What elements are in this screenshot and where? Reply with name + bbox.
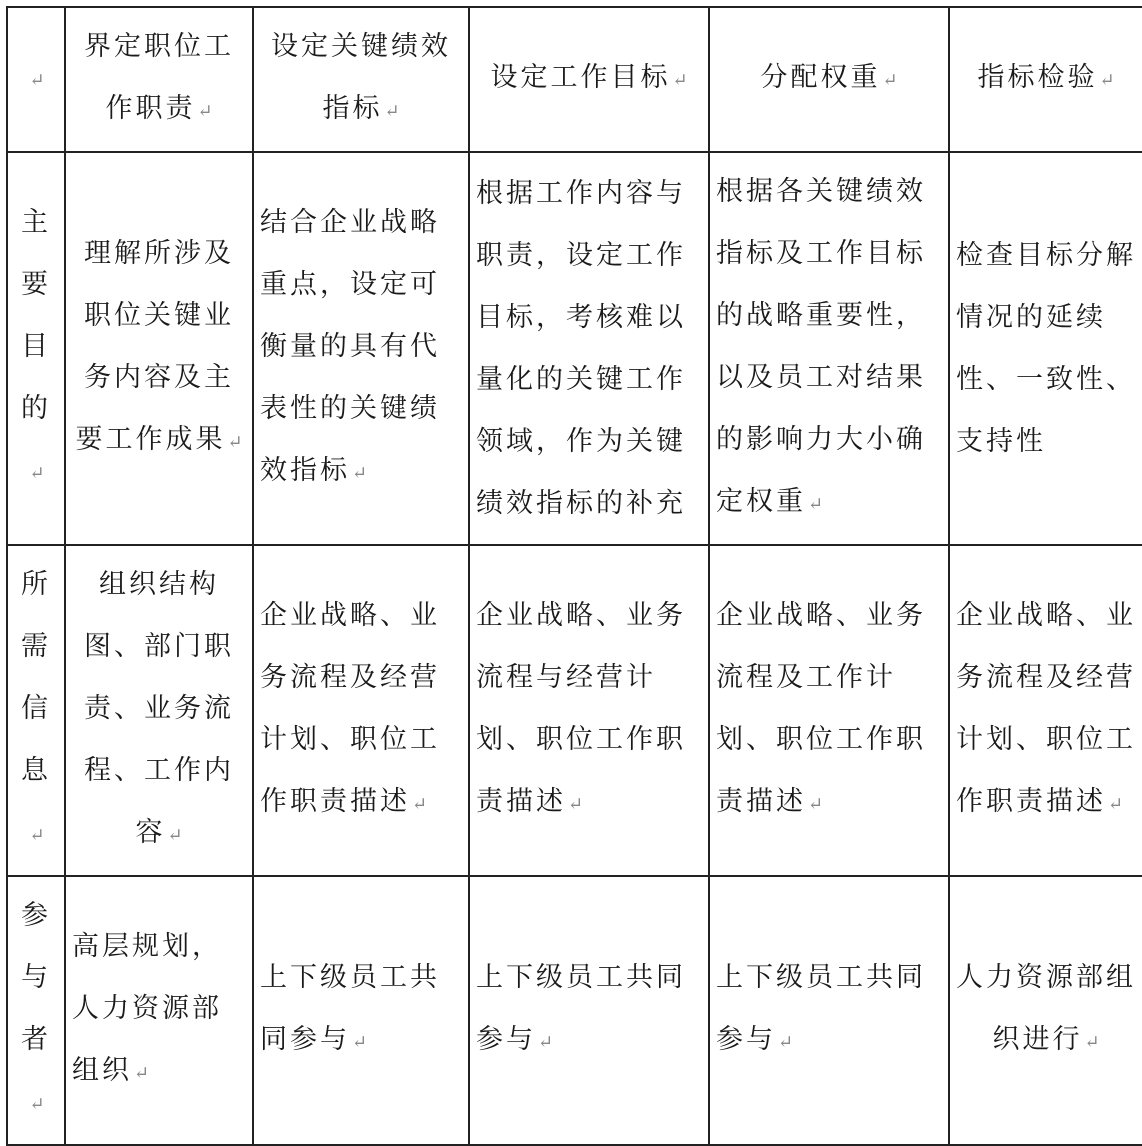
table-cell: 结合企业战略重点，设定可衡量的具有代表性的关键绩效指标 ↵ [253, 152, 469, 545]
corner-cell: ↵ [7, 7, 65, 152]
table-row [7, 152, 1142, 545]
row-label-purpose: 主要目的↵ [7, 152, 65, 545]
table-cell: 根据工作内容与职责，设定工作目标，考核难以量化的关键工作领域，作为关键绩效指标的补充 [469, 152, 709, 545]
header-set-goals: 设定工作目标 ↵ [469, 7, 709, 152]
table-cell: 上下级员工共同参与 ↵ [253, 876, 469, 1145]
row-label-required-info: 所需信息↵ [7, 545, 65, 876]
table-row [7, 876, 1142, 1145]
header-assign-weights: 分配权重 ↵ [709, 7, 949, 152]
table-cell: 组织结构图、部门职责、业务流程、工作内容 ↵ [65, 545, 253, 876]
table-cell: 上下级员工共同参与 ↵ [469, 876, 709, 1145]
table-cell: 企业战略、业务流程及工作计划、职位工作职责描述 ↵ [709, 545, 949, 876]
table-row [7, 545, 1142, 876]
kpi-process-table [6, 6, 1142, 1146]
table-cell: 根据各关键绩效指标及工作目标的战略重要性，以及员工对结果的影响力大小确定权重 ↵ [709, 152, 949, 545]
table-cell: 高层规划，人力资源部组织 ↵ [65, 876, 253, 1145]
row-label-participants: 参与者↵ [7, 876, 65, 1145]
table-cell: 检查目标分解情况的延续性、一致性、支持性 [949, 152, 1142, 545]
table-cell: 企业战略、业务流程与经营计划、职位工作职责描述 ↵ [469, 545, 709, 876]
header-set-kpi: 设定关键绩效指标 ↵ [253, 7, 469, 152]
table-cell: 上下级员工共同参与 ↵ [709, 876, 949, 1145]
table-cell: 企业战略、业务流程及经营计划、职位工作职责描述 ↵ [253, 545, 469, 876]
header-row [7, 7, 1142, 152]
table-cell: 人力资源部组织进行 ↵ [949, 876, 1142, 1145]
header-define-duties: 界定职位工作职责 ↵ [65, 7, 253, 152]
header-check-indicators: 指标检验 ↵ [949, 7, 1142, 152]
table-cell: 理解所涉及职位关键业务内容及主要工作成果 ↵ [65, 152, 253, 545]
table-cell: 企业战略、业务流程及经营计划、职位工作职责描述 ↵ [949, 545, 1142, 876]
